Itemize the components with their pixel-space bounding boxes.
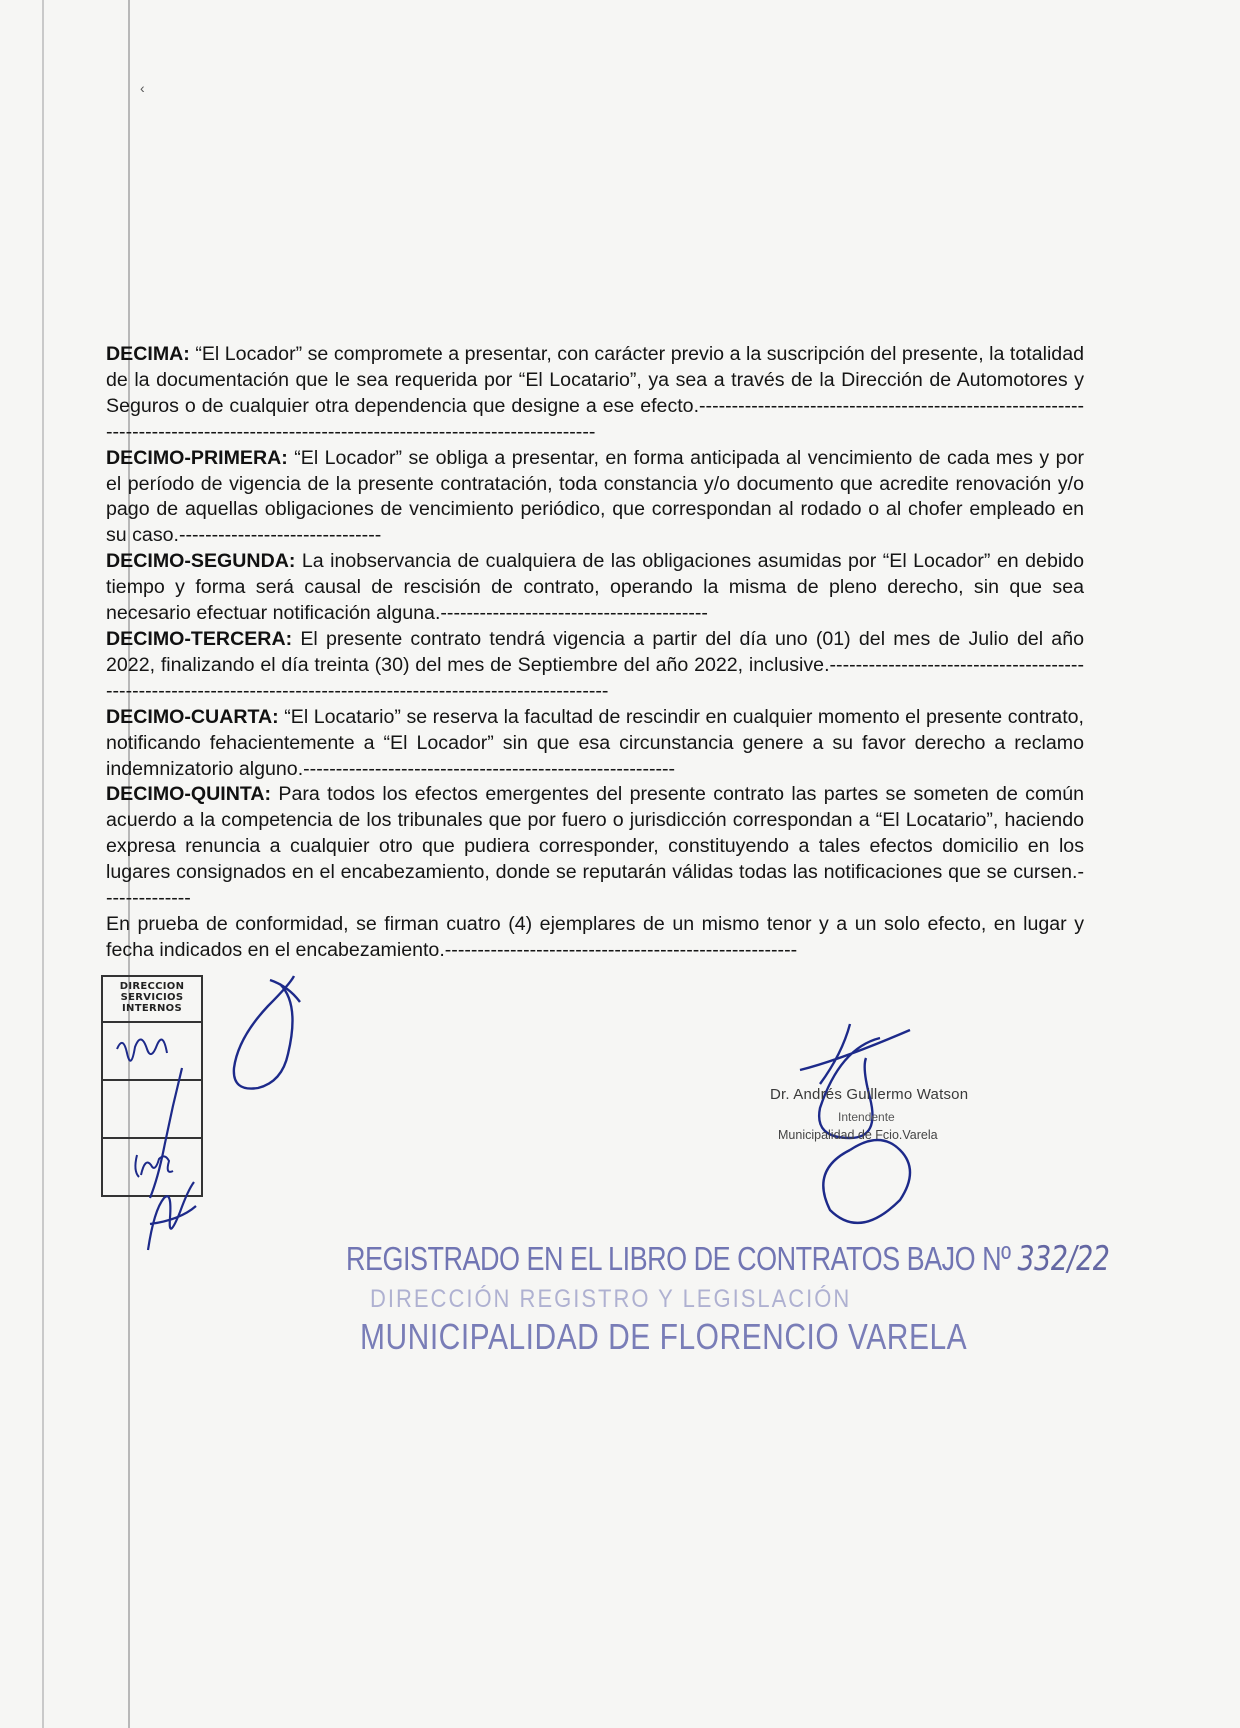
loop-signature (210, 972, 320, 1112)
dash-filler: ------------------------------------------------------ (444, 938, 798, 961)
signer-name: Dr. Andrés Guillermo Watson (770, 1086, 969, 1103)
clause-text: Para todos los efectos emergentes del presente contrato las partes se someten de común acuerdo a la competencia de los tribunales que por fuero o jurisdicción correspondan a “El Locatario”, haciendo expresa renuncia a cualquier otro que pudiera corresponder, constituyendo a tales efectos domicilio en los lugares consignados en el encabezamiento, donde se reputarán válidas todas las notificaciones que se cursen. (106, 783, 1084, 884)
registry-number: 332/22 (1017, 1240, 1110, 1279)
dash-filler: --------------------------------------------------------- (303, 757, 676, 780)
clause-text: “El Locatario” se reserva la facultad de rescindir en cualquier momento el presente contrato, notificando fehacientemente a “El Locador” sin que esa circunstancia genere a su favor derecho a reclamo indemnizatorio alguno. (106, 705, 1084, 780)
dash-filler: ----------------------------------------- (440, 602, 708, 625)
clause-text: La inobservancia de cualquiera de las obligaciones asumidas por “El Locador” en debido tiempo y forma será causal de rescisión de contrato, operando la misma de pleno derecho, sin que sea necesario efectuar notificación alguna. (106, 550, 1084, 625)
clause-text: “El Locador” se obliga a presentar, en forma anticipada al vencimiento de cada mes y por el período de vigencia de la presente contratación, toda constancia y/o documento que acredite renovación y/o pago de aquellas obligaciones de vencimiento periódico, que correspondan al rodado o al chofer empleado en su caso. (106, 446, 1084, 547)
clause-heading: DECIMO-PRIMERA: (106, 446, 288, 469)
clause-decimo-segunda (106, 549, 1084, 627)
dash-filler: -------------------------------------------------------------------------------------------------------------------------------------- (106, 394, 1084, 443)
left-margin-rule (42, 0, 44, 1728)
clause-heading: DECIMO-QUINTA: (106, 783, 272, 806)
clause-decimo-primera (106, 446, 1084, 550)
clause-text: “El Locador” se compromete a presentar, con carácter previo a la suscripción del presente, la totalidad de la documentación que le sea requerida por “El Locatario”, ya sea a través de la Dirección de Automotores y Seguros o de cualquier otra dependencia que designe a ese efecto. (106, 343, 1084, 417)
stamp-line: SERVICIOS (120, 992, 184, 1003)
dash-filler: -------------- (106, 861, 1084, 910)
dash-filler: -------------------------------------------------------------------------------------------------------------------- (106, 653, 1084, 702)
stamp-heading (103, 977, 201, 1023)
registry-stamp-line2: DIRECCIÓN REGISTRO Y LEGISLACIÓN (370, 1284, 852, 1313)
clause-decimo-cuarta (106, 705, 1084, 783)
contract-body (106, 342, 1084, 964)
signer-organization: Municipalidad de Fcio.Varela (778, 1128, 938, 1142)
clause-decimo-quinta (106, 782, 1084, 912)
signer-role: Intendente (838, 1110, 895, 1124)
clause-decimo-tercera (106, 627, 1084, 705)
clause-heading: DECIMO-CUARTA: (106, 705, 279, 728)
scan-speck: ‹ (140, 80, 145, 96)
clause-heading: DECIMA: (106, 343, 190, 365)
registry-stamp-line1 (346, 1240, 1110, 1279)
clause-text: En prueba de conformidad, se firman cuatro (4) ejemplares de un mismo tenor y a un solo efecto, en lugar y fecha indicados en el encabezamiento. (106, 912, 1084, 961)
registry-stamp-line3: MUNICIPALIDAD DE FLORENCIO VARELA (360, 1318, 968, 1358)
clause-heading: DECIMO-TERCERA: (106, 627, 293, 650)
clause-decima (106, 342, 1084, 446)
dash-filler: ------------------------------- (178, 524, 382, 547)
initials-signature (140, 1180, 210, 1260)
clause-heading: DECIMO-SEGUNDA: (106, 550, 296, 573)
registry-text: REGISTRADO EN EL LIBRO DE CONTRATOS BAJO Nº (346, 1240, 1011, 1278)
stamp-line: INTERNOS (122, 1003, 182, 1014)
stamp-line: DIRECCION (119, 981, 185, 992)
clause-text: El presente contrato tendrá vigencia a partir del día uno (01) del mes de Julio del año 2022, finalizando el día treinta (30) del mes de Septiembre del año 2022, inclusive. (106, 627, 1084, 676)
closing-paragraph (106, 912, 1084, 964)
